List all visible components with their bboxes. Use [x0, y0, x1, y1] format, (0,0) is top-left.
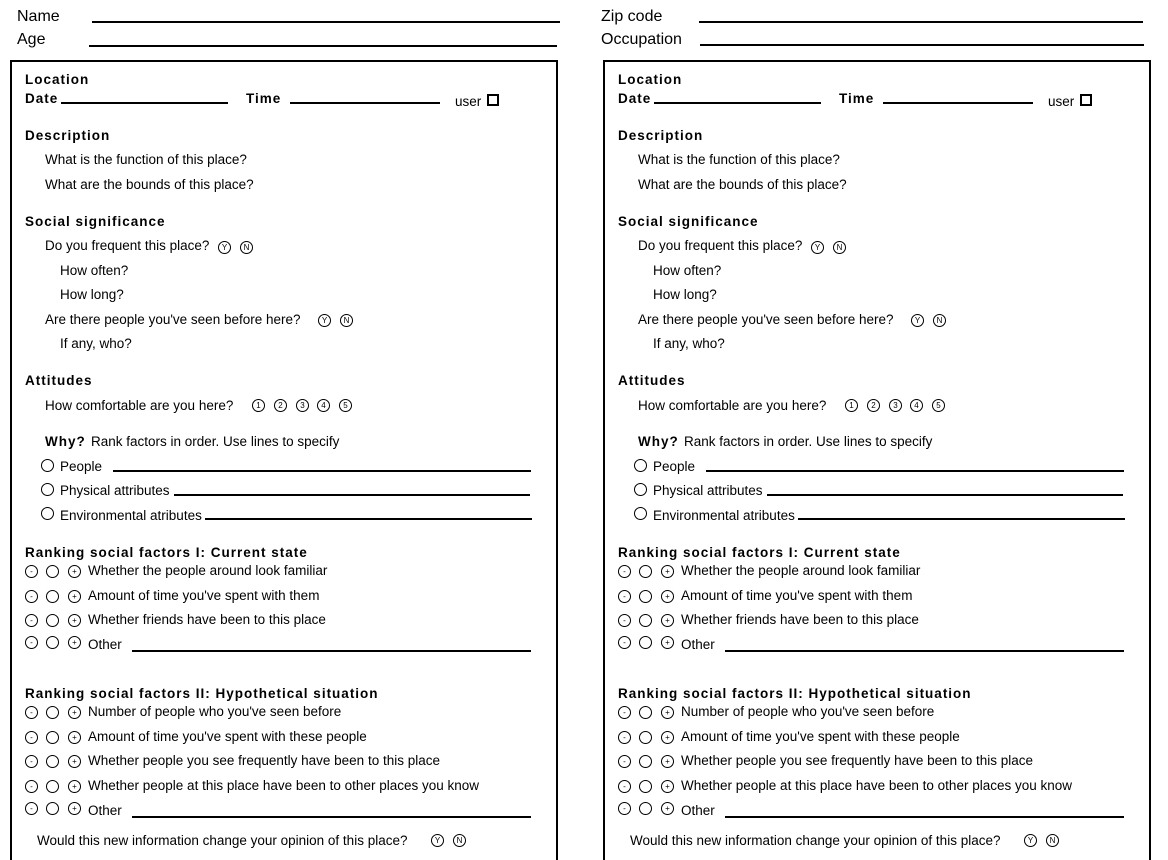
- yes-option[interactable]: Y: [318, 314, 331, 327]
- zip-field[interactable]: [699, 21, 1143, 23]
- description-heading: Description: [25, 128, 111, 143]
- frequent-question: Do you frequent this place?: [45, 238, 210, 253]
- r1-item-label: Whether the people around look familiar: [681, 563, 921, 578]
- r2-item-label: Number of people who you've seen before: [681, 704, 935, 719]
- neutral-option[interactable]: [46, 731, 59, 744]
- scale-option[interactable]: 5: [932, 399, 945, 412]
- r2-item-label: Other: [88, 803, 122, 818]
- r2-item-label: Amount of time you've spent with these people: [681, 729, 960, 744]
- frequent-question: Do you frequent this place?: [638, 238, 803, 253]
- environmental-radio[interactable]: [634, 507, 647, 520]
- plus-option[interactable]: +: [68, 731, 81, 744]
- plus-option[interactable]: +: [661, 565, 674, 578]
- physical-radio[interactable]: [41, 483, 54, 496]
- scale-option[interactable]: 5: [339, 399, 352, 412]
- r2-item-label: Whether people you see frequently have been to this place: [681, 753, 1033, 768]
- ranking1-heading: Ranking social factors I: Current state: [618, 545, 901, 560]
- people-label: People: [653, 459, 696, 474]
- minus-option[interactable]: -: [25, 636, 38, 649]
- bounds-question: What are the bounds of this place?: [638, 177, 847, 192]
- plus-option[interactable]: +: [68, 802, 81, 815]
- no-option[interactable]: N: [453, 834, 466, 847]
- date-field[interactable]: [654, 102, 821, 104]
- yes-option[interactable]: Y: [1024, 834, 1037, 847]
- neutral-option[interactable]: [639, 706, 652, 719]
- plus-option[interactable]: +: [68, 706, 81, 719]
- physical-label: Physical attributes: [653, 483, 763, 498]
- r1-item-label: Whether friends have been to this place: [681, 612, 919, 627]
- r1-item-label: Whether friends have been to this place: [88, 612, 326, 627]
- minus-option[interactable]: -: [618, 731, 631, 744]
- yes-option[interactable]: Y: [811, 241, 824, 254]
- plus-option[interactable]: +: [68, 614, 81, 627]
- plus-option[interactable]: +: [661, 731, 674, 744]
- neutral-option[interactable]: [639, 614, 652, 627]
- social-heading: Social significance: [25, 214, 166, 229]
- attitudes-heading: Attitudes: [618, 373, 686, 388]
- date-field[interactable]: [61, 102, 228, 104]
- how-long-question: How long?: [653, 287, 717, 302]
- scale-option[interactable]: 4: [317, 399, 330, 412]
- physical-field[interactable]: [174, 494, 530, 496]
- neutral-option[interactable]: [46, 590, 59, 603]
- survey-form-right: [603, 60, 1151, 860]
- r2-item-label: Whether people you see frequently have been to this place: [88, 753, 440, 768]
- minus-option[interactable]: -: [618, 802, 631, 815]
- r1-item-label: Amount of time you've spent with them: [681, 588, 913, 603]
- r2-item-label: Amount of time you've spent with these people: [88, 729, 367, 744]
- date-label: Date: [25, 91, 59, 106]
- plus-option[interactable]: +: [661, 706, 674, 719]
- age-field[interactable]: [89, 45, 557, 47]
- minus-option[interactable]: -: [618, 614, 631, 627]
- time-field[interactable]: [883, 102, 1033, 104]
- seen-question: Are there people you've seen before here?: [45, 312, 301, 327]
- environmental-label: Environmental atributes: [60, 508, 202, 523]
- name-label: Name: [17, 8, 60, 25]
- comfortable-question: How comfortable are you here?: [638, 398, 827, 413]
- no-option[interactable]: N: [1046, 834, 1059, 847]
- zip-label: Zip code: [601, 8, 663, 25]
- user-checkbox[interactable]: [1080, 94, 1092, 106]
- yes-option[interactable]: Y: [431, 834, 444, 847]
- plus-option[interactable]: +: [661, 614, 674, 627]
- people-radio[interactable]: [41, 459, 54, 472]
- scale-option[interactable]: 1: [252, 399, 265, 412]
- other-field[interactable]: [132, 816, 531, 818]
- if-any-question: If any, who?: [60, 336, 132, 351]
- r2-item-label: Other: [681, 803, 715, 818]
- minus-option[interactable]: -: [618, 636, 631, 649]
- scale-option[interactable]: 3: [889, 399, 902, 412]
- people-label: People: [60, 459, 103, 474]
- no-option[interactable]: N: [340, 314, 353, 327]
- plus-option[interactable]: +: [68, 780, 81, 793]
- environmental-radio[interactable]: [41, 507, 54, 520]
- minus-option[interactable]: -: [25, 565, 38, 578]
- minus-option[interactable]: -: [25, 706, 38, 719]
- environmental-field[interactable]: [205, 518, 532, 520]
- environmental-field[interactable]: [798, 518, 1125, 520]
- date-label: Date: [618, 91, 652, 106]
- minus-option[interactable]: -: [25, 614, 38, 627]
- age-label: Age: [17, 31, 46, 48]
- user-label: user: [1048, 94, 1075, 109]
- minus-option[interactable]: -: [25, 755, 38, 768]
- neutral-option[interactable]: [46, 636, 59, 649]
- r2-item-label: Whether people at this place have been to other places you know: [681, 778, 1072, 793]
- if-any-question: If any, who?: [653, 336, 725, 351]
- yes-option[interactable]: Y: [911, 314, 924, 327]
- why-label: Why?: [638, 434, 679, 449]
- user-checkbox[interactable]: [487, 94, 499, 106]
- plus-option[interactable]: +: [68, 755, 81, 768]
- physical-label: Physical attributes: [60, 483, 170, 498]
- neutral-option[interactable]: [46, 755, 59, 768]
- how-often-question: How often?: [653, 263, 722, 278]
- name-field[interactable]: [92, 21, 560, 23]
- user-label: user: [455, 94, 482, 109]
- minus-option[interactable]: -: [25, 780, 38, 793]
- r1-item-label: Whether the people around look familiar: [88, 563, 328, 578]
- time-label: Time: [839, 91, 875, 106]
- r1-item-label: Other: [681, 637, 715, 652]
- how-long-question: How long?: [60, 287, 124, 302]
- time-label: Time: [246, 91, 282, 106]
- neutral-option[interactable]: [639, 780, 652, 793]
- ranking2-heading: Ranking social factors II: Hypothetical situation: [25, 686, 379, 701]
- scale-option[interactable]: 2: [867, 399, 880, 412]
- people-field[interactable]: [706, 470, 1124, 472]
- neutral-option[interactable]: [46, 565, 59, 578]
- plus-option[interactable]: +: [68, 590, 81, 603]
- how-often-question: How often?: [60, 263, 129, 278]
- neutral-option[interactable]: [639, 636, 652, 649]
- time-field[interactable]: [290, 102, 440, 104]
- opinion-question: Would this new information change your opinion of this place?: [37, 833, 408, 848]
- neutral-option[interactable]: [639, 755, 652, 768]
- people-field[interactable]: [113, 470, 531, 472]
- other-field[interactable]: [725, 650, 1124, 652]
- r1-item-label: Other: [88, 637, 122, 652]
- why-label: Why?: [45, 434, 86, 449]
- minus-option[interactable]: -: [618, 780, 631, 793]
- occupation-label: Occupation: [601, 31, 682, 48]
- environmental-label: Environmental atributes: [653, 508, 795, 523]
- occupation-field[interactable]: [700, 44, 1144, 46]
- neutral-option[interactable]: [639, 802, 652, 815]
- comfortable-question: How comfortable are you here?: [45, 398, 234, 413]
- other-field[interactable]: [132, 650, 531, 652]
- r2-item-label: Whether people at this place have been to other places you know: [88, 778, 479, 793]
- function-question: What is the function of this place?: [45, 152, 247, 167]
- minus-option[interactable]: -: [25, 590, 38, 603]
- rank-instructions: Rank factors in order. Use lines to specify: [91, 434, 340, 449]
- location-heading: Location: [618, 72, 683, 87]
- plus-option[interactable]: +: [661, 755, 674, 768]
- plus-option[interactable]: +: [68, 636, 81, 649]
- physical-radio[interactable]: [634, 483, 647, 496]
- scale-option[interactable]: 2: [274, 399, 287, 412]
- social-heading: Social significance: [618, 214, 759, 229]
- other-field[interactable]: [725, 816, 1124, 818]
- plus-option[interactable]: +: [661, 590, 674, 603]
- plus-option[interactable]: +: [661, 802, 674, 815]
- attitudes-heading: Attitudes: [25, 373, 93, 388]
- neutral-option[interactable]: [639, 565, 652, 578]
- rank-instructions: Rank factors in order. Use lines to specify: [684, 434, 933, 449]
- no-option[interactable]: N: [933, 314, 946, 327]
- opinion-question: Would this new information change your opinion of this place?: [630, 833, 1001, 848]
- ranking2-heading: Ranking social factors II: Hypothetical situation: [618, 686, 972, 701]
- people-radio[interactable]: [634, 459, 647, 472]
- seen-question: Are there people you've seen before here?: [638, 312, 894, 327]
- neutral-option[interactable]: [46, 802, 59, 815]
- physical-field[interactable]: [767, 494, 1123, 496]
- plus-option[interactable]: +: [68, 565, 81, 578]
- scale-option[interactable]: 4: [910, 399, 923, 412]
- neutral-option[interactable]: [639, 731, 652, 744]
- no-option[interactable]: N: [833, 241, 846, 254]
- neutral-option[interactable]: [46, 780, 59, 793]
- description-heading: Description: [618, 128, 704, 143]
- scale-option[interactable]: 3: [296, 399, 309, 412]
- function-question: What is the function of this place?: [638, 152, 840, 167]
- bounds-question: What are the bounds of this place?: [45, 177, 254, 192]
- r1-item-label: Amount of time you've spent with them: [88, 588, 320, 603]
- minus-option[interactable]: -: [25, 802, 38, 815]
- minus-option[interactable]: -: [25, 731, 38, 744]
- minus-option[interactable]: -: [618, 565, 631, 578]
- neutral-option[interactable]: [639, 590, 652, 603]
- plus-option[interactable]: +: [661, 636, 674, 649]
- neutral-option[interactable]: [46, 614, 59, 627]
- minus-option[interactable]: -: [618, 706, 631, 719]
- no-option[interactable]: N: [240, 241, 253, 254]
- location-heading: Location: [25, 72, 90, 87]
- survey-form-left: [10, 60, 558, 860]
- plus-option[interactable]: +: [661, 780, 674, 793]
- neutral-option[interactable]: [46, 706, 59, 719]
- ranking1-heading: Ranking social factors I: Current state: [25, 545, 308, 560]
- minus-option[interactable]: -: [618, 590, 631, 603]
- r2-item-label: Number of people who you've seen before: [88, 704, 342, 719]
- yes-option[interactable]: Y: [218, 241, 231, 254]
- minus-option[interactable]: -: [618, 755, 631, 768]
- scale-option[interactable]: 1: [845, 399, 858, 412]
